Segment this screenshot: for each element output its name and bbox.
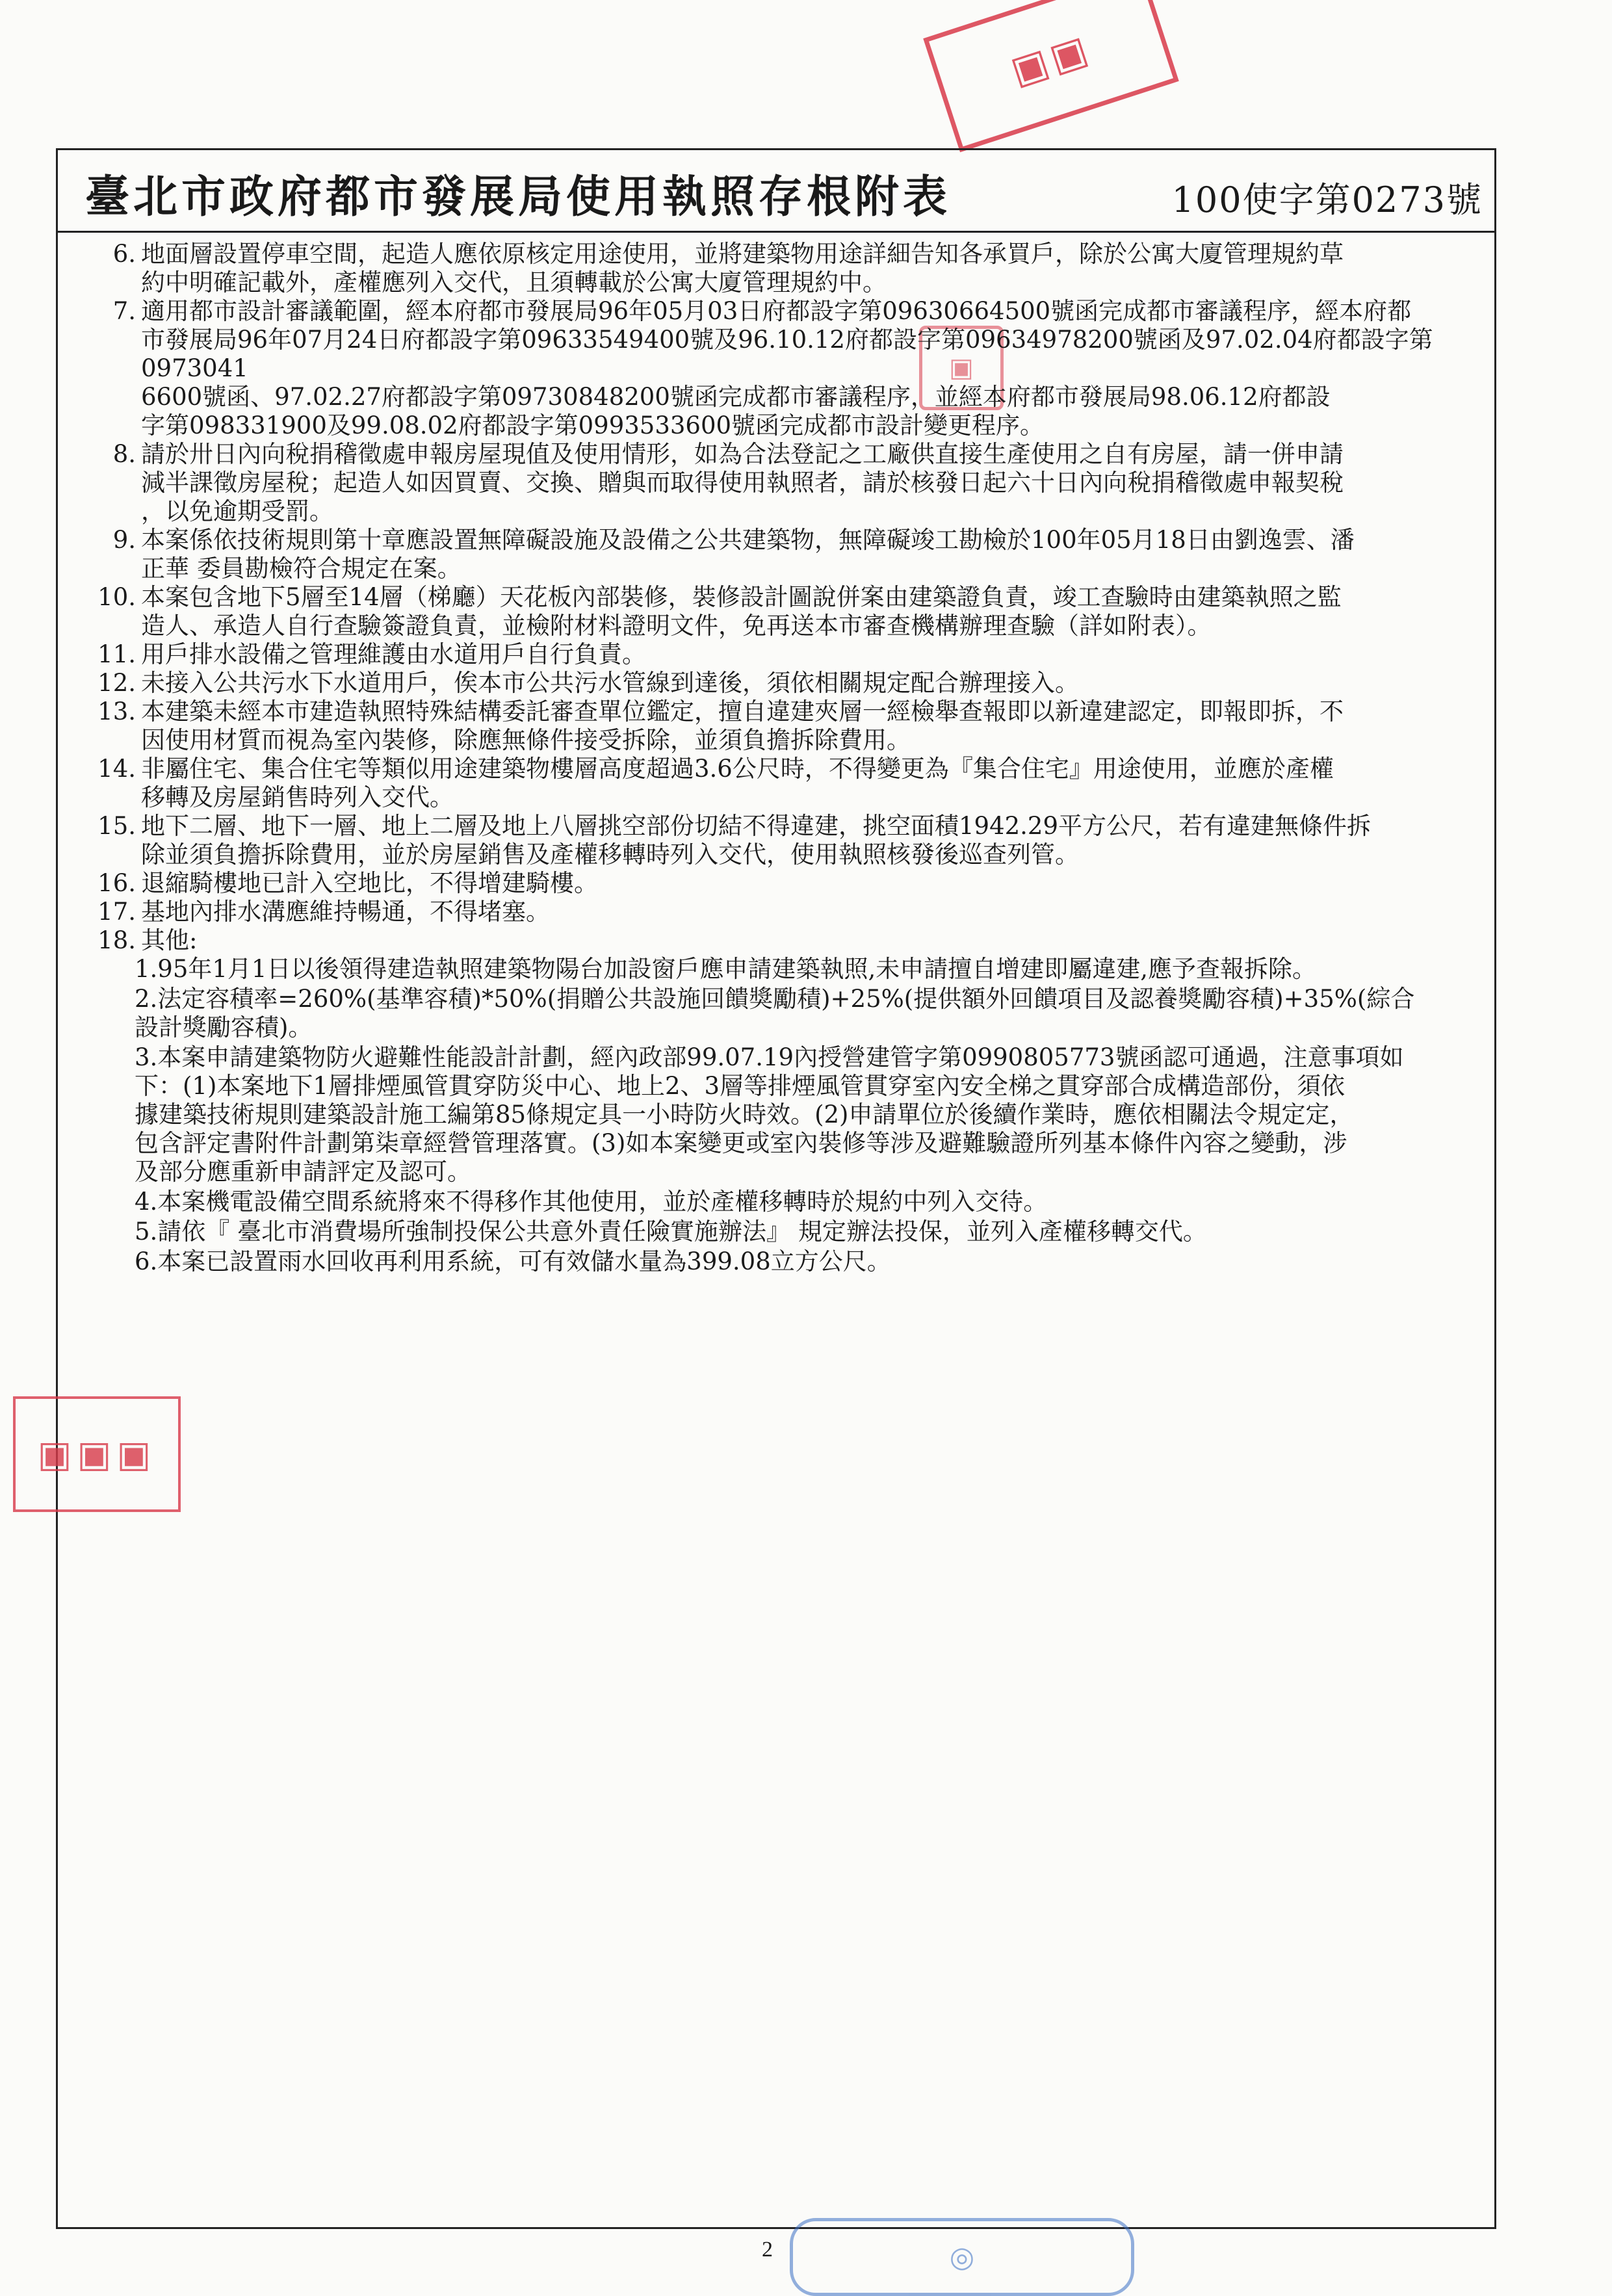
condition-line: 地下二層、地下一層、地上二層及地上八層挑空部份切結不得違建，挑空面積1942.29平方公尺，若有違建無條件拆	[141, 812, 1372, 840]
condition-item	[58, 812, 1483, 869]
condition-line: 因使用材質而視為室內裝修，除應無條件接受拆除，並須負擔拆除費用。	[141, 726, 911, 754]
condition-item	[58, 898, 1483, 926]
seal-overlap-stamp: ▣	[919, 326, 1004, 410]
other-note-line: 據建築技術規則建築設計施工編第85條規定具一小時防火時效。(2)申請單位於後續作業時，應依相關法令規定定，	[135, 1101, 1354, 1128]
official-seal-stamp: ▣▣	[923, 0, 1179, 152]
condition-line: 本案包含地下5層至14層（梯廳）天花板內部裝修，裝修設計圖說併案由建築證負責，竣工查驗時由建築執照之監	[141, 583, 1342, 611]
condition-item	[58, 526, 1483, 583]
condition-item	[58, 926, 1483, 955]
condition-line: 本建築未經本市建造執照特殊結構委託審查單位鑑定，擅自違建夾層一經檢舉查報即以新違建認定，即報即拆，不	[141, 698, 1344, 725]
other-note-line: 3.本案申請建築物防火避難性能設計計劃，經內政部99.07.19內授營建管字第0990805773號函認可通過，注意事項如	[135, 1043, 1404, 1071]
condition-text	[141, 669, 1483, 698]
condition-text	[141, 812, 1483, 869]
condition-line: 減半課徵房屋稅；起造人如因買賣、交換、贈與而取得使用執照者，請於核發日起六十日內向稅捐稽徵處申報契稅	[141, 469, 1344, 497]
condition-text	[141, 297, 1483, 440]
other-note-line: 4.本案機電設備空間系統將來不得移作其他使用，並於產權移轉時於規約中列入交待。	[135, 1188, 1048, 1216]
other-note-item	[135, 1247, 1483, 1276]
condition-line: ，以免逾期受罰。	[141, 497, 333, 525]
condition-number: 14.	[98, 755, 136, 783]
document-frame	[56, 148, 1496, 2229]
condition-line: 未接入公共污水下水道用戶，俟本市公共污水管線到達後，須依相關規定配合辦理接入。	[141, 669, 1079, 697]
condition-line: 其他:	[141, 926, 198, 954]
condition-number: 16.	[98, 869, 136, 897]
condition-line: 6600號函、97.02.27府都設字第09730848200號函完成都市審議程序，並經本府都市發展局98.06.12府都設	[141, 383, 1331, 411]
condition-number: 8.	[112, 440, 136, 468]
condition-line: 請於卅日內向稅捐稽徵處申報房屋現值及使用情形，如為合法登記之工廠供直接生產使用之自有房屋，請一併申請	[141, 440, 1344, 468]
condition-text	[141, 440, 1483, 526]
condition-item	[58, 640, 1483, 669]
condition-line: 正華 委員勘檢符合規定在案。	[141, 554, 462, 582]
other-note-item	[135, 1043, 1483, 1186]
condition-item	[58, 240, 1483, 297]
condition-line: 造人、承造人自行查驗簽證負責，並檢附材料證明文件，免再送本市審查機構辦理查驗（詳如附表）。	[141, 612, 1212, 640]
condition-item	[58, 698, 1483, 755]
condition-text	[141, 640, 1483, 669]
condition-line: 移轉及房屋銷售時列入交代。	[141, 783, 454, 811]
condition-text	[141, 698, 1483, 755]
condition-line: 退縮騎樓地已計入空地比，不得增建騎樓。	[141, 869, 598, 897]
other-note-line: 6.本案已設置雨水回收再利用系統，可有效儲水量為399.08立方公尺。	[135, 1247, 891, 1275]
other-note-line: 下：(1)本案地下1層排煙風管貫穿防災中心、地上2、3層等排煙風管貫穿室內安全梯之貫穿部合成構造部份，須依	[135, 1072, 1346, 1100]
other-notes	[58, 955, 1483, 1276]
condition-text	[141, 926, 1483, 955]
condition-line: 地面層設置停車空間，起造人應依原核定用途使用，並將建築物用途詳細告知各承買戶，除於公寓大廈管理規約草	[141, 240, 1344, 268]
condition-number: 17.	[98, 898, 136, 926]
document-title: 臺北市政府都市發展局使用執照存根附表	[85, 171, 952, 223]
document-header	[58, 150, 1494, 233]
other-note-item	[135, 955, 1483, 984]
other-note-line: 設計獎勵容積)。	[135, 1013, 313, 1041]
condition-number: 11.	[98, 640, 136, 668]
other-note-line: 5.請依『 臺北市消費場所強制投保公共意外責任險實施辦法』 規定辦法投保，並列入產權移轉交代。	[135, 1218, 1207, 1246]
condition-number: 18.	[98, 926, 136, 954]
condition-line: 基地內排水溝應維持暢通，不得堵塞。	[141, 898, 550, 926]
condition-text	[141, 869, 1483, 898]
page-number: 2	[762, 2237, 773, 2262]
condition-line: 約中明確記載外，產權應列入交代，且須轉載於公寓大廈管理規約中。	[141, 268, 887, 296]
condition-number: 10.	[98, 583, 136, 611]
condition-text	[141, 755, 1483, 812]
other-note-item	[135, 1218, 1483, 1246]
condition-number: 13.	[98, 698, 136, 725]
condition-line: 適用都市設計審議範圍，經本府都市發展局96年05月03日府都設字第09630664500號函完成都市審議程序，經本府都	[141, 297, 1412, 325]
condition-number: 6.	[112, 240, 136, 268]
condition-item	[58, 755, 1483, 812]
condition-text	[141, 583, 1483, 640]
other-note-line: 包含評定書附件計劃第柒章經營管理落實。(3)如本案變更或室內裝修等涉及避難驗證所列基本條件內容之變動，涉	[135, 1129, 1347, 1157]
condition-text	[141, 526, 1483, 583]
condition-line: 本案係依技術規則第十章應設置無障礙設施及設備之公共建築物，無障礙竣工勘檢於100年05月18日由劉逸雲、潘	[141, 526, 1355, 554]
condition-line: 市發展局96年07月24日府都設字第09633549400號及96.10.12府都設字第09634978200號函及97.02.04府都設字第0973041	[141, 326, 1433, 382]
condition-number: 12.	[98, 669, 136, 697]
condition-text	[141, 240, 1483, 297]
receipt-stamp: ◎	[790, 2218, 1134, 2296]
condition-number: 7.	[112, 297, 136, 325]
condition-number: 9.	[112, 526, 136, 554]
condition-line: 非屬住宅、集合住宅等類似用途建築物樓層高度超過3.6公尺時，不得變更為『集合住宅』用途使用，並應於產權	[141, 755, 1334, 783]
other-note-item	[135, 1188, 1483, 1216]
condition-number: 15.	[98, 812, 136, 840]
condition-item	[58, 297, 1483, 440]
other-note-line: 及部分應重新申請評定及認可。	[135, 1158, 471, 1186]
other-note-item	[135, 985, 1483, 1042]
condition-line: 用戶排水設備之管理維護由水道用戶自行負責。	[141, 640, 646, 668]
condition-item	[58, 869, 1483, 898]
condition-line: 除並須負擔拆除費用，並於房屋銷售及產權移轉時列入交代，使用執照核發後巡查列管。	[141, 841, 1079, 868]
condition-item	[58, 669, 1483, 698]
condition-item	[58, 440, 1483, 526]
other-note-line: 1.95年1月1日以後領得建造執照建築物陽台加設窗戶應申請建築執照,未申請擅自增建即屬違建,應予查報拆除。	[135, 955, 1316, 983]
other-note-line: 2.法定容積率=260%(基準容積)*50%(捐贈公共設施回饋獎勵積)+25%(提供額外回饋項目及認養獎勵容積)+35%(綜合	[135, 985, 1415, 1013]
condition-item	[58, 583, 1483, 640]
document-number: 100使字第0273號	[1171, 179, 1483, 220]
approval-seal-stamp: ▣▣▣	[13, 1396, 181, 1512]
condition-line: 字第098331900及99.08.02府都設字第0993533600號函完成都市設計變更程序。	[141, 411, 1045, 439]
conditions-list	[58, 240, 1483, 1277]
condition-text	[141, 898, 1483, 926]
